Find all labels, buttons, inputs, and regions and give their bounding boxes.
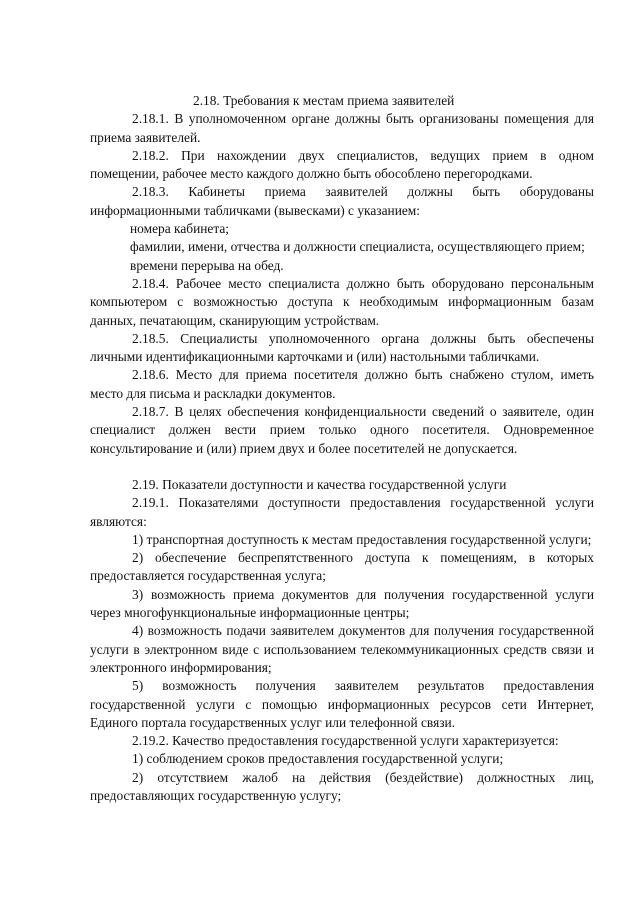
list-item: 2) отсутствием жалоб на действия (бездействие) должностных лиц, предоставляющих государственную услугу; bbox=[90, 769, 594, 803]
paragraph-2-18-4: 2.18.4. Рабочее место специалиста должно быть оборудовано персональным компьютером с возможностью доступа к необходимым информационным базам данных, печатающим, сканирующим устройствам. bbox=[90, 275, 594, 328]
paragraph-2-19-2: 2.19.2. Качество предоставления государственной услуги характеризуется: bbox=[132, 733, 559, 749]
section-heading-2-19: 2.19. Показатели доступности и качества государственной услуги bbox=[132, 476, 507, 492]
list-item: номера кабинета; bbox=[130, 221, 230, 237]
document-page bbox=[90, 92, 594, 805]
paragraph-2-18-2: 2.18.2. При нахождении двух специалистов, ведущих прием в одном помещении, рабочее место каждого должно быть обособлено перегородками. bbox=[90, 147, 594, 182]
paragraph-2-19-1: 2.19.1. Показателями доступности предоставления государственной услуги являются: bbox=[90, 495, 594, 529]
paragraph-2-18-6: 2.18.6. Место для приема посетителя должно быть снабжено стулом, иметь место для письма и раскладки документов. bbox=[90, 367, 594, 401]
list-item: 3) возможность приема документов для получения государственной услуги через многофункциональные информационные центры; bbox=[90, 586, 594, 621]
section-spacer bbox=[90, 458, 594, 476]
list-item: 2) обеспечение беспрепятственного доступа к помещениям, в которых предоставляется государственная услуга; bbox=[90, 550, 594, 584]
paragraph-2-18-5: 2.18.5. Специалисты уполномоченного органа должны быть обеспечены личными идентификационными карточками и (или) настольными табличками. bbox=[90, 330, 594, 365]
list-item: времени перерыва на обед. bbox=[130, 257, 284, 273]
list-item: фамилии, имени, отчества и должности специалиста, осуществляющего прием; bbox=[130, 239, 585, 255]
section-heading-2-18: 2.18. Требования к местам приема заявителей bbox=[193, 93, 455, 108]
list-item: 5) возможность получения заявителем результатов предоставления государственной услуги с помощью информационных ресурсов сети Интернет, Единого портала государственных услуг или телефонной связи. bbox=[90, 678, 594, 730]
paragraph-2-18-3: 2.18.3. Кабинеты приема заявителей должны быть оборудованы информационными табличками (вывесками) с указанием: bbox=[90, 184, 594, 218]
list-item: 1) транспортная доступность к местам предоставления государственной услуги; bbox=[132, 531, 592, 547]
paragraph-2-18-1: 2.18.1. В уполномоченном органе должны быть организованы помещения для приема заявителей. bbox=[90, 111, 594, 145]
list-item: 1) соблюдением сроков предоставления государственной услуги; bbox=[132, 751, 504, 767]
paragraph-2-18-7: 2.18.7. В целях обеспечения конфиденциальности сведений о заявителе, один специалист должен вести прием только одного посетителя. Одновременное консультирование и (или) прием двух и более посетителей не допускается. bbox=[90, 404, 594, 456]
list-item: 4) возможность подачи заявителем документов для получения государственной услуги в электронном виде с использованием телекоммуникационных средств связи и электронного информирования; bbox=[90, 623, 594, 675]
